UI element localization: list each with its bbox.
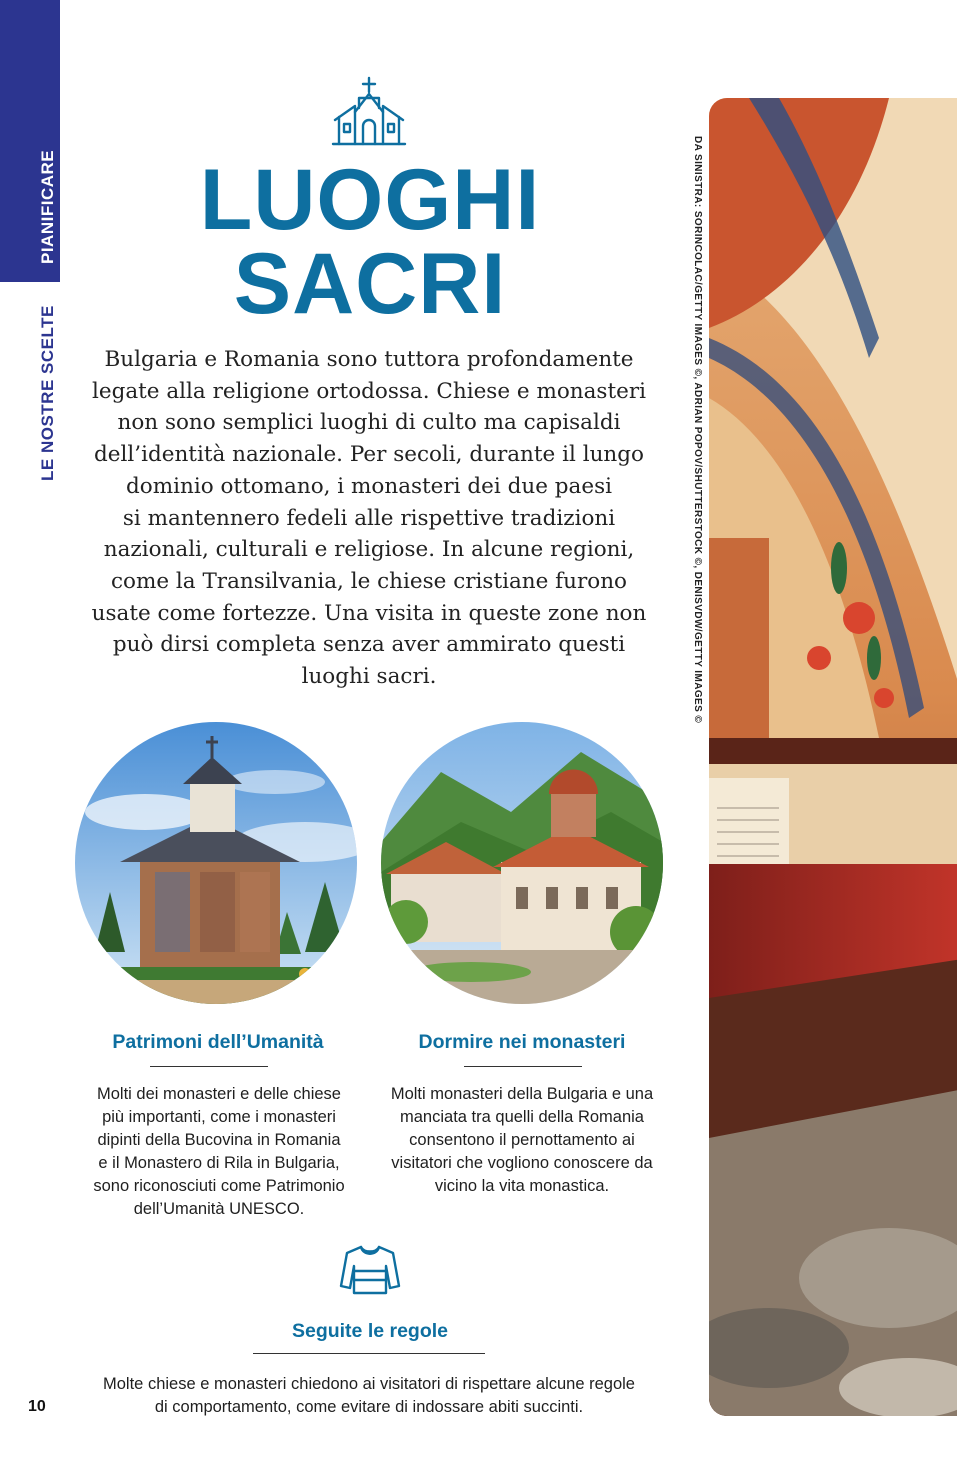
page-title [130,152,610,332]
section-title-rules: Seguite le regole [291,1320,449,1342]
section-line: consentono il pernottamento ai [409,1131,635,1149]
section-line: più importanti, come i monasteri [102,1108,336,1126]
section-text-rules [76,1373,662,1419]
monastery-photo-bucovina [75,722,357,1004]
section-line: dell’Umanità UNESCO. [133,1200,305,1218]
intro-line: usate come fortezze. Una visita in queste zone non [91,600,647,626]
section-text-monastery-stay [374,1083,670,1198]
section-line: e il Monastero di Rila in Bulgaria, [98,1154,340,1172]
intro-line: Bulgaria e Romania sono tuttora profondamente [104,347,634,372]
church-icon [331,76,407,148]
section-line: sono riconosciuti come Patrimonio [93,1177,345,1195]
section-divider [464,1066,582,1067]
intro-line: come la Transilvania, le chiese cristiane furono [111,568,627,594]
intro-line: luoghi sacri. [301,664,437,690]
title-line-2: SACRI [233,236,507,332]
shirt-icon [339,1244,401,1296]
intro-paragraph [78,344,660,693]
sidebar-label-section: LE NOSTRE SCELTE [38,305,57,481]
intro-line: legate alla religione ortodossa. Chiese e monasteri [91,378,646,404]
section-line: manciata tra quelli della Romania [400,1108,644,1126]
fresco-interior-photo [709,98,957,1416]
sidebar-label-active: PIANIFICARE [38,149,57,264]
page-number: 10 [28,1398,46,1415]
section-title-heritage: Patrimoni dell’Umanità [112,1031,324,1053]
intro-line: dell’identità nazionale. Per secoli, durante il lungo [94,442,644,468]
section-line: di comportamento, come evitare di indossare abiti succinti. [154,1398,584,1416]
monastery-photo-bulgaria [381,722,663,1004]
section-divider [150,1066,268,1067]
section-line: Molti dei monasteri e delle chiese [97,1085,341,1103]
section-divider [253,1353,485,1354]
section-line: Molte chiese e monasteri chiedono ai visitatori di rispettare alcune regole [103,1375,635,1393]
intro-line: nazionali, culturali e religiose. In alcune regioni, [103,537,635,563]
intro-line: dominio ottomano, i monasteri dei due paesi [126,473,612,499]
intro-line: può dirsi completa senza aver ammirato questi [112,632,626,658]
title-line-1: LUOGHI [199,152,541,248]
section-line: dipinti della Bucovina in Romania [97,1131,341,1149]
section-title-monastery-stay: Dormire nei monasteri [418,1031,626,1053]
section-text-heritage [76,1083,362,1221]
section-line: vicino la vita monastica. [434,1177,610,1195]
intro-line: non sono semplici luoghi di culto ma capisaldi [117,410,621,436]
section-line: Molti monasteri della Bulgaria e una [390,1085,654,1103]
intro-line: si mantennero fedeli alle rispettive tradizioni [122,505,616,531]
section-line: visitatori che vogliono conoscere da [391,1154,653,1172]
photo-credit: DA SINISTRA: SORINCOLAC/GETTY IMAGES ©, ADRIAN POPOV/SHUTTERSTOCK ©, DENISVDW/GETTY IMAGES © [692,136,703,724]
